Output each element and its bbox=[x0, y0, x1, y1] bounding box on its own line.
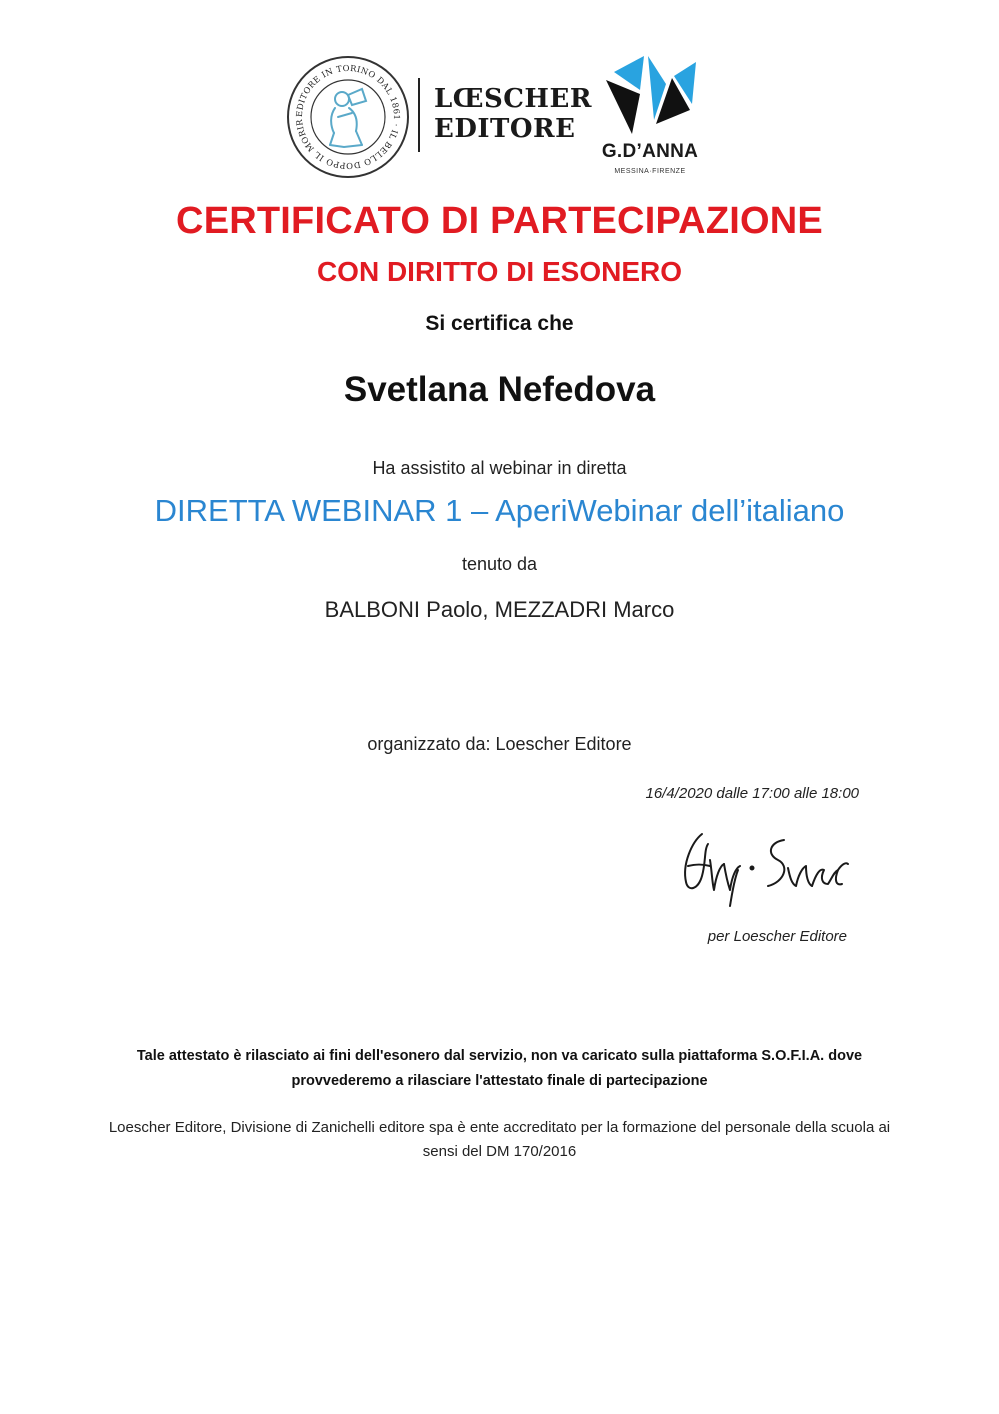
signer-caption: per Loescher Editore bbox=[707, 928, 847, 945]
seal-ring-text: EDITORE IN TORINO DAL 1861 · IL BELLO DOPPO IL MORIR bbox=[293, 62, 403, 172]
attended-text: Ha assistito al webinar in diretta bbox=[372, 458, 627, 478]
speakers: BALBONI Paolo, MEZZADRI Marco bbox=[324, 597, 675, 622]
wordmark-line-1: LŒSCHER bbox=[434, 84, 592, 114]
accreditation-notice bbox=[0, 1116, 999, 1164]
exemption-notice-line-2: provvederemo a rilasciare l'attestato finale di partecipazione bbox=[291, 1073, 708, 1089]
gdanna-logo-mark bbox=[600, 50, 700, 140]
event-date: 16/4/2020 dalle 17:00 alle 18:00 bbox=[645, 785, 859, 802]
loescher-editore-wordmark bbox=[434, 84, 592, 144]
gdanna-name: G.D’ANNA bbox=[601, 141, 699, 162]
logo-divider bbox=[418, 78, 420, 152]
loescher-seal-logo bbox=[286, 55, 410, 179]
webinar-title: DIRETTA WEBINAR 1 – AperiWebinar dell’italiano bbox=[154, 493, 845, 528]
held-by-label: tenuto da bbox=[461, 554, 538, 574]
accreditation-line-2: sensi del DM 170/2016 bbox=[422, 1143, 577, 1160]
certificate-subtitle: CON DIRITTO DI ESONERO bbox=[316, 256, 683, 287]
certify-intro: Si certifica che bbox=[425, 312, 574, 335]
gdanna-city: MESSINA·FIRENZE bbox=[614, 168, 686, 175]
exemption-notice bbox=[0, 1044, 999, 1094]
accreditation-line-1: Loescher Editore, Divisione di Zanichelli editore spa è ente accreditato per la formazione del personale della scuola ai bbox=[108, 1119, 891, 1136]
organizer: organizzato da: Loescher Editore bbox=[367, 734, 632, 754]
handwritten-signature bbox=[672, 820, 852, 912]
certificate-title: CERTIFICATO DI PARTECIPAZIONE bbox=[176, 200, 823, 242]
exemption-notice-line-1: Tale attestato è rilasciato ai fini dell'esonero dal servizio, non va caricato sulla piattaforma S.O.F.I.A. dove bbox=[136, 1048, 863, 1064]
wordmark-line-2: EDITORE bbox=[434, 114, 576, 144]
participant-name: Svetlana Nefedova bbox=[343, 370, 656, 409]
